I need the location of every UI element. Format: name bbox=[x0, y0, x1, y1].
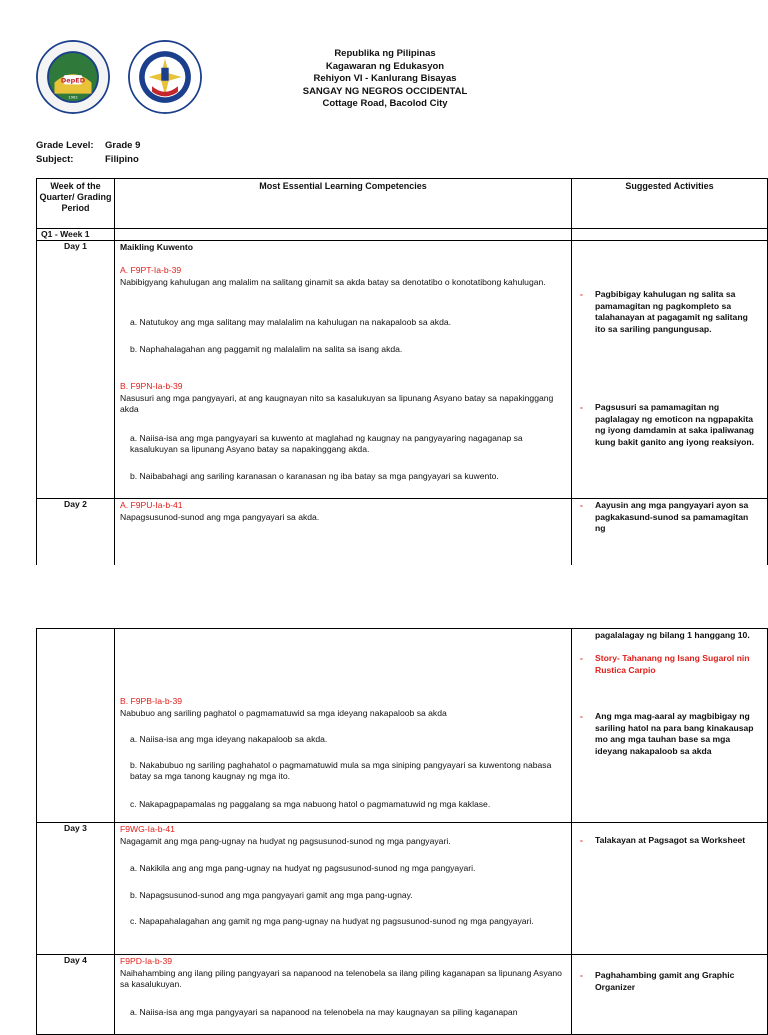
day3-row bbox=[37, 823, 768, 955]
day1-code-b: B. F9PN-Ia-b-39 bbox=[120, 381, 183, 391]
day3-item-c: c. Napapahalagahan ang gamit ng mga pang-ugnay na hudyat ng pagsusunod-sunod ng mga pangyayari. bbox=[130, 916, 534, 926]
office-header bbox=[300, 48, 470, 111]
day1-row bbox=[37, 241, 768, 499]
day2-story: - Story- Tahanang ng Isang Sugarol nin Rustica Carpio bbox=[580, 653, 757, 676]
day3-item-b: b. Napagsusunod-sunod ang mga pangyayari gamit ang mga pang-ugnay. bbox=[130, 890, 413, 900]
col-activities-header: Suggested Activities bbox=[625, 181, 714, 191]
day2-item-b1: a. Naiisa-isa ang mga ideyang nakapaloob sa akda. bbox=[130, 734, 328, 744]
grade-level-row bbox=[36, 140, 141, 151]
day1-activity-1: - Pagbibigay kahulugan ng salita sa pamamagitan ng pagkompleto sa talahanayan at pagagamit ng salitang ito sa sariling pangungusap. bbox=[580, 289, 757, 335]
day4-activity-text: Paghahambing gamit ang Graphic Organizer bbox=[595, 970, 735, 992]
col-week-header: Week of the Quarter/ Grading Period bbox=[39, 181, 112, 213]
day2-activity-1-continued bbox=[580, 630, 757, 642]
day1-item-a1: a. Natutukoy ang mga salitang may malalalim na kahulugan na nakapaloob sa akda. bbox=[130, 317, 452, 327]
seal-year-text: 1962 bbox=[68, 95, 78, 100]
subject-value: Filipino bbox=[105, 154, 139, 165]
day3-item-a: a. Nakikila ang ang mga pang-ugnay na hudyat ng pagsusunod-sunod ng mga pangyayari. bbox=[130, 863, 476, 873]
day2-text-a: Napagsusunod-sunod ang mga pangyayari sa akda. bbox=[120, 512, 320, 522]
day4-item-a: a. Naiisa-isa ang mga pangyayari sa napanood na telenobela na may kaugnayan sa piling kaganapan bbox=[130, 1007, 518, 1017]
grade-level-value: Grade 9 bbox=[105, 140, 141, 151]
day4-label: Day 4 bbox=[64, 955, 87, 965]
day3-label: Day 3 bbox=[64, 823, 87, 833]
day2-text-b: Nabubuo ang sariling paghatol o pagmamatuwid sa mga ideyang nakapaloob sa akda bbox=[120, 708, 447, 718]
day4-row bbox=[37, 955, 768, 1035]
day4-activity: - Paghahambing gamit ang Graphic Organizer bbox=[580, 970, 757, 993]
division-seal-logo bbox=[36, 40, 110, 114]
q1-week1-row bbox=[37, 229, 768, 241]
day1-activity-2-text: Pagsusuri sa pamamagitan ng paglalagay ng emoticon na ngpapakita ng iyong damdamin at saka ipaliwanag kung bakit ganito ang iyong reaksiyon. bbox=[595, 402, 755, 447]
day2-activity-1-text: Aayusin ang mga pangyayari ayon sa pagkakasund-sunod sa pamamagitan ng bbox=[595, 500, 749, 533]
day3-text: Nagagamit ang mga pang-ugnay na hudyat ng pagsusunod-sunod ng mga pangyayari. bbox=[120, 836, 451, 846]
day3-activity-text: Talakayan at Pagsagot sa Worksheet bbox=[595, 835, 746, 845]
day2-activity-1-cont-text: pagalalagay ng bilang 1 hanggang 10. bbox=[595, 630, 750, 640]
deped-seal-logo bbox=[128, 40, 202, 114]
day2-continued-row bbox=[37, 629, 768, 823]
day2-label: Day 2 bbox=[64, 499, 87, 509]
day1-activity-1-text: Pagbibigay kahulugan ng salita sa pamamagitan ng pagkompleto sa talahanayan at pagagamit ng salitang ito sa sariling pangungusap. bbox=[595, 289, 748, 334]
day3-activity: - Talakayan at Pagsagot sa Worksheet bbox=[580, 835, 757, 847]
subject-row bbox=[36, 154, 139, 165]
day2-activity-2: - Ang mga mag-aaral ay magbibigay ng sariling hatol na para bang kinakausap mo ang mga tauhan base sa mga ideyang nakapaloob sa akda bbox=[580, 711, 757, 757]
day2-activity-2-text: Ang mga mag-aaral ay magbibigay ng sariling hatol na para bang kinakausap mo ang mga tauhan base sa mga ideyang nakapaloob sa akda bbox=[595, 711, 754, 756]
page-break bbox=[0, 565, 768, 627]
day1-activity-2: - Pagsusuri sa pamamagitan ng paglalagay ng emoticon na ngpapakita ng iyong damdamin at saka ipaliwanag kung bakit ganito ang iyong reaksiyon. bbox=[580, 402, 757, 448]
header-line-3: Rehiyon VI - Kanlurang Bisayas bbox=[313, 73, 457, 84]
day2-row bbox=[37, 499, 768, 569]
day2-story-text: Story- Tahanang ng Isang Sugarol nin Rustica Carpio bbox=[595, 653, 750, 675]
day2-code-b: B. F9PB-Ia-b-39 bbox=[120, 696, 183, 706]
table-header-row bbox=[37, 179, 768, 229]
q1-week1-label: Q1 - Week 1 bbox=[41, 229, 90, 239]
day2-item-b3: c. Nakapagpapamalas ng paggalang sa mga nabuong hatol o pagmamatuwid ng mga kaklase. bbox=[130, 799, 491, 809]
grade-level-label: Grade Level: bbox=[36, 140, 94, 151]
header-line-5: Cottage Road, Bacolod City bbox=[322, 98, 448, 109]
competency-table-page-2 bbox=[36, 628, 768, 1035]
col-competencies-header: Most Essential Learning Competencies bbox=[259, 181, 427, 191]
competency-table-page-1 bbox=[36, 178, 768, 569]
day1-text-b: Nasusuri ang mga pangyayari, at ang kaugnayan nito sa kasalukuyan sa lipunang Asyano batay sa napakinggang akda bbox=[120, 393, 554, 414]
header-line-1: Republika ng Pilipinas bbox=[334, 48, 436, 59]
day2-code-a: A. F9PU-Ia-b-41 bbox=[120, 500, 183, 510]
day1-item-b2: b. Naibabahagi ang sariling karanasan o karanasan ng iba batay sa mga pangyayari sa kuwento. bbox=[130, 471, 499, 481]
day4-text: Naihahambing ang ilang piling pangyayari sa napanood na telenobela sa ilang piling kaganapan sa lipunang Asyano sa kasalukuyan. bbox=[120, 968, 562, 989]
day1-label: Day 1 bbox=[64, 241, 87, 251]
header-line-4: SANGAY NG NEGROS OCCIDENTAL bbox=[302, 85, 468, 97]
subject-label: Subject: bbox=[36, 154, 74, 165]
seal-inner-text: DepED bbox=[60, 76, 86, 85]
day1-code-a: A. F9PT-Ia-b-39 bbox=[120, 265, 182, 275]
day1-text-a: Nabibigyang kahulugan ang malalim na salitang ginamit sa akda batay sa denotatibo o konotatibong kahulugan. bbox=[120, 277, 546, 287]
day4-code: F9PD-Ia-b-39 bbox=[120, 956, 173, 966]
header-line-2: Kagawaran ng Edukasyon bbox=[325, 60, 445, 72]
day2-item-b2: b. Nakabubuo ng sariling paghahatol o pagmamatuwid mula sa mga siniping pangyayari sa kuwentong nabasa batay sa mga tanong kaugnay ng mga ito. bbox=[130, 760, 552, 781]
day1-topic: Maikling Kuwento bbox=[120, 242, 194, 252]
day3-code: F9WG-Ia-b-41 bbox=[120, 824, 175, 834]
day1-item-b1: a. Naiisa-isa ang mga pangyayari sa kuwento at maglahad ng kaugnay na pangyayaring nagaganap sa kasalukuyan sa lipunang Asyano batay sa napakinggang akda. bbox=[130, 433, 523, 454]
day1-item-a2: b. Naphahalagahan ang paggamit ng malalalim na salita sa isang akda. bbox=[130, 344, 403, 354]
day2-activity-1: - Aayusin ang mga pangyayari ayon sa pagkakasund-sunod sa pamamagitan ng bbox=[580, 500, 757, 535]
